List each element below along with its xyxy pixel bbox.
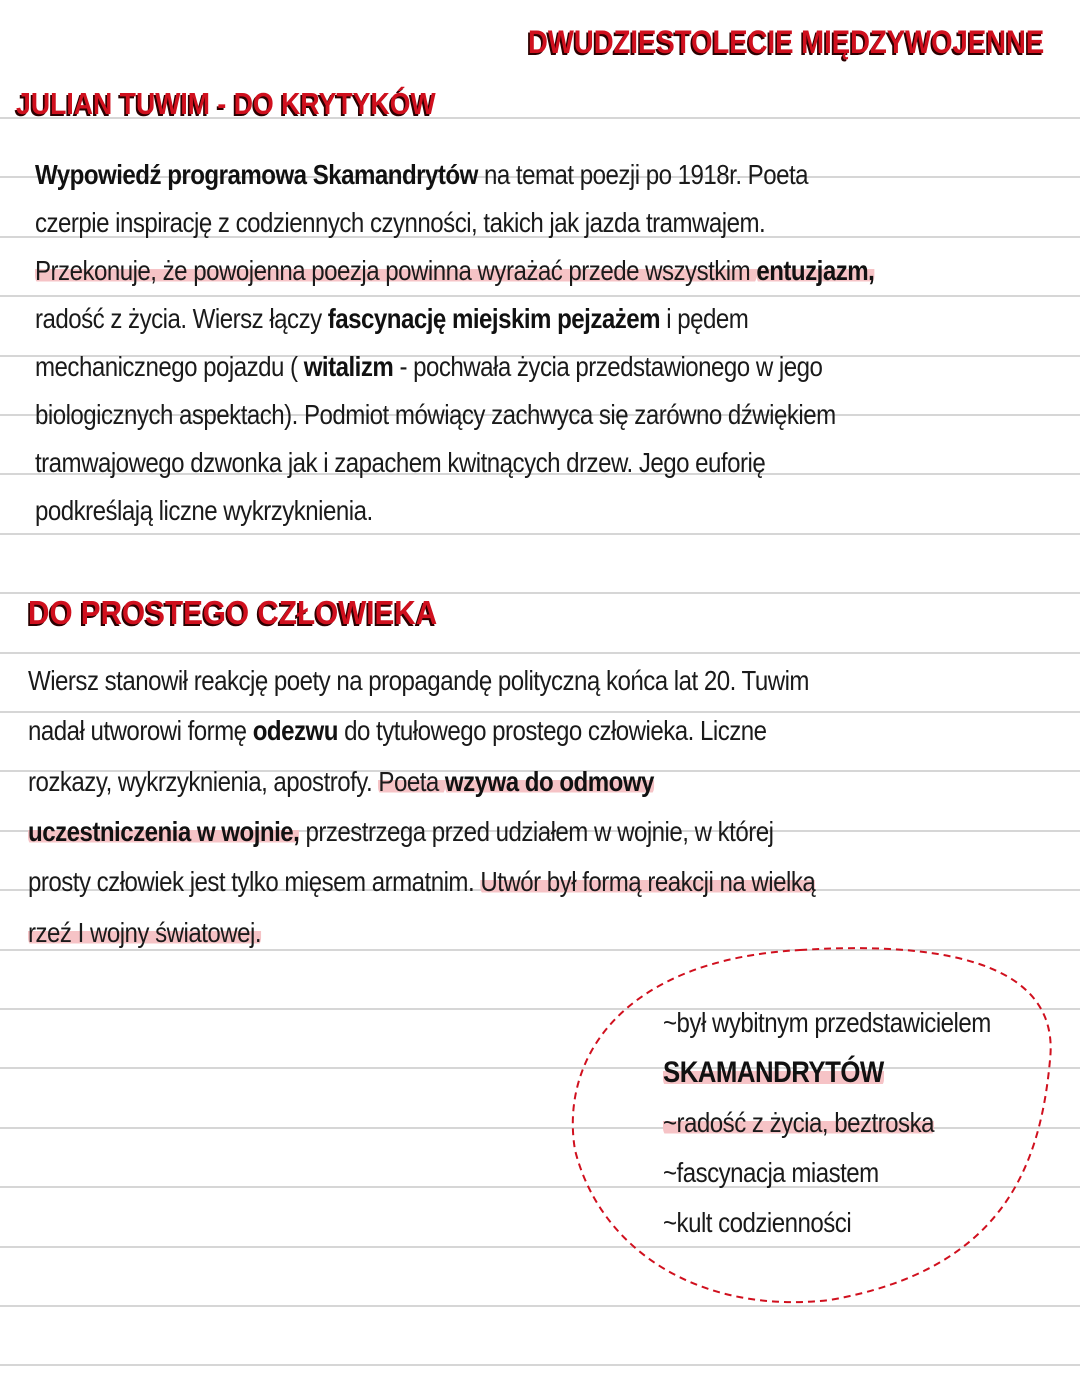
- bold-term: witalizm: [303, 351, 394, 382]
- text-line: [35, 205, 765, 241]
- text-segment: biologicznych aspektach). Podmiot mówiący zachwyca się zarówno dźwiękiem: [35, 399, 836, 430]
- bold-term: wzywa do odmowy: [444, 765, 654, 797]
- bold-term: fascynację miejskim pejzażem: [327, 303, 661, 334]
- text-line: [28, 814, 773, 850]
- subject-heading: DWUDZIESTOLECIE MIĘDZYWOJENNE: [528, 24, 1045, 60]
- section-title-do-krytykow: JULIAN TUWIM - DO KRYTYKÓW: [16, 86, 436, 121]
- rule-line: [0, 1186, 1080, 1188]
- text-segment: podkreślają liczne wykrzyknienia.: [35, 495, 373, 526]
- highlighted-text: Poeta: [378, 765, 445, 797]
- text-segment: - pochwała życia przedstawionego w jego: [393, 351, 823, 382]
- text-line: [35, 493, 373, 529]
- text-line: [35, 397, 836, 433]
- text-line: [35, 349, 822, 385]
- text-segment: i pędem: [660, 303, 749, 334]
- text-line: [35, 157, 808, 193]
- note-item: [663, 1155, 879, 1191]
- text-line: [28, 713, 767, 749]
- note-item: [663, 1055, 884, 1091]
- text-segment: mechanicznego pojazdu (: [35, 351, 304, 382]
- text-segment: radość z życia. Wiersz łączy: [35, 303, 328, 334]
- highlighted-text: Przekonuje, że powojenna poezja powinna wyrażać przede wszystkim: [35, 255, 757, 286]
- note-item-text: ~był wybitnym przedstawicielem: [663, 1007, 991, 1038]
- text-line: [35, 445, 765, 481]
- rule-line: [0, 533, 1080, 535]
- text-line: [35, 301, 748, 337]
- text-line: [28, 915, 261, 951]
- rule-line: [0, 295, 1080, 297]
- text-segment: nadał utworowi formę: [28, 715, 253, 747]
- section-title-do-prostego-czlowieka: DO PROSTEGO CZŁOWIEKA: [28, 594, 438, 631]
- note-item-text: ~fascynacja miastem: [663, 1157, 879, 1188]
- highlighted-text: rzeź I wojny światowej.: [28, 916, 262, 948]
- text-line: [28, 764, 654, 800]
- text-segment: rozkazy, wykrzyknienia, apostrofy.: [28, 765, 379, 797]
- note-item-text: SKAMANDRYTÓW: [663, 1056, 884, 1089]
- text-segment: czerpie inspirację z codziennych czynności, takich jak jazda tramwajem.: [35, 207, 766, 238]
- bold-term: entuzjazm,: [756, 255, 875, 286]
- text-segment: na temat poezji po 1918r. Poeta: [477, 159, 809, 190]
- text-segment: prosty człowiek jest tylko mięsem armatnim.: [28, 866, 481, 898]
- note-item: [663, 1105, 934, 1141]
- highlighted-text: Utwór był formą reakcji na wielką: [480, 866, 816, 898]
- rule-line: [0, 652, 1080, 654]
- text-segment: przestrzega przed udziałem w wojnie, w której: [299, 815, 774, 847]
- note-item-text: ~radość z życia, beztroska: [663, 1107, 934, 1138]
- rule-line: [0, 1246, 1080, 1248]
- text-line: [28, 663, 809, 699]
- rule-line: [0, 1364, 1080, 1366]
- rule-line: [0, 1067, 1080, 1069]
- text-segment: do tytułowego prostego człowieka. Liczne: [337, 715, 767, 747]
- text-line: [28, 864, 815, 900]
- text-line: [35, 253, 874, 289]
- text-segment: tramwajowego dzwonka jak i zapachem kwitnących drzew. Jego euforię: [35, 447, 766, 478]
- bold-term: uczestniczenia w wojnie,: [28, 815, 300, 847]
- note-item-text: ~kult codzienności: [663, 1207, 852, 1238]
- bold-term: Wypowiedź programowa Skamandrytów: [35, 159, 478, 190]
- rule-line: [0, 1305, 1080, 1307]
- note-item: [663, 1005, 991, 1041]
- text-segment: Wiersz stanowił reakcję poety na propagandę polityczną końca lat 20. Tuwim: [28, 665, 809, 696]
- note-item: [663, 1205, 851, 1241]
- bold-term: odezwu: [252, 715, 338, 747]
